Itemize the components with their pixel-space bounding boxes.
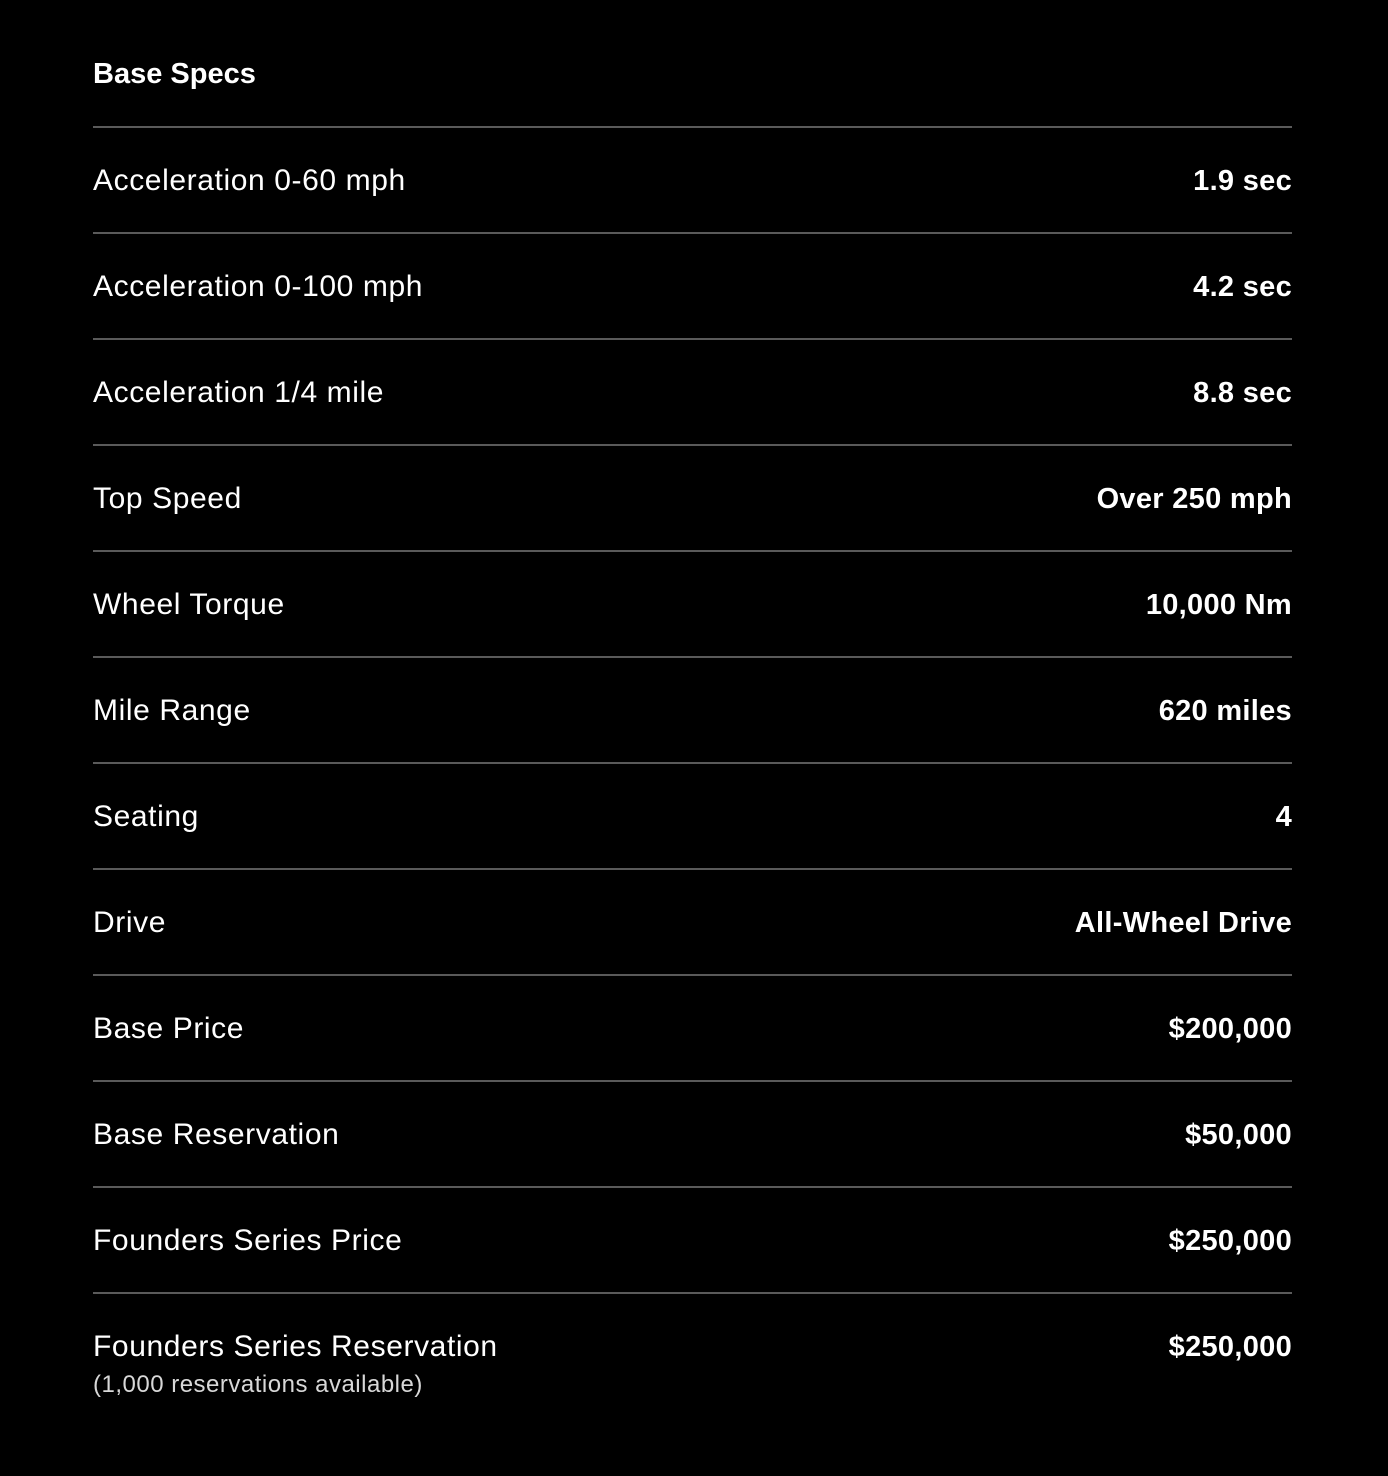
specs-title: Base Specs: [93, 0, 1292, 128]
spec-label: Top Speed: [93, 482, 242, 515]
spec-row-acceleration-quarter-mile: [93, 340, 1292, 446]
spec-row-drive: [93, 870, 1292, 976]
spec-row-seating: [93, 764, 1292, 870]
spec-label: Founders Series Price: [93, 1224, 403, 1257]
spec-label: Acceleration 0-60 mph: [93, 164, 406, 197]
spec-row-mile-range: [93, 658, 1292, 764]
spec-value: $250,000: [1168, 1331, 1292, 1363]
spec-row-acceleration-0-60: [93, 128, 1292, 234]
spec-value: $250,000: [1168, 1225, 1292, 1257]
spec-row-founders-series-reservation: [93, 1294, 1292, 1400]
spec-value: 8.8 sec: [1193, 377, 1292, 409]
spec-label: Founders Series Reservation: [93, 1330, 498, 1363]
spec-value: $50,000: [1185, 1119, 1292, 1151]
spec-label: Base Price: [93, 1012, 245, 1045]
spec-value: 4.2 sec: [1193, 271, 1292, 303]
spec-value: 1.9 sec: [1193, 165, 1292, 197]
spec-value: All-Wheel Drive: [1074, 907, 1292, 939]
spec-value: Over 250 mph: [1096, 483, 1292, 515]
spec-row-wheel-torque: [93, 552, 1292, 658]
spec-row-founders-series-price: [93, 1188, 1292, 1294]
spec-value: 620 miles: [1158, 695, 1292, 727]
spec-label: Wheel Torque: [93, 588, 285, 621]
spec-value: 4: [1275, 801, 1292, 833]
spec-value: 10,000 Nm: [1145, 589, 1292, 621]
spec-label: Acceleration 1/4 mile: [93, 376, 385, 409]
spec-row-base-reservation: [93, 1082, 1292, 1188]
spec-label: Acceleration 0-100 mph: [93, 270, 424, 303]
spec-row-acceleration-0-100: [93, 234, 1292, 340]
spec-label: Seating: [93, 800, 199, 833]
spec-row-top-speed: [93, 446, 1292, 552]
specs-table: [93, 0, 1292, 1400]
spec-value: $200,000: [1168, 1013, 1292, 1045]
spec-label: Base Reservation: [93, 1118, 340, 1151]
spec-note: (1,000 reservations available): [93, 1371, 423, 1398]
spec-label: Drive: [93, 906, 167, 939]
spec-label: Mile Range: [93, 694, 251, 727]
spec-row-base-price: [93, 976, 1292, 1082]
